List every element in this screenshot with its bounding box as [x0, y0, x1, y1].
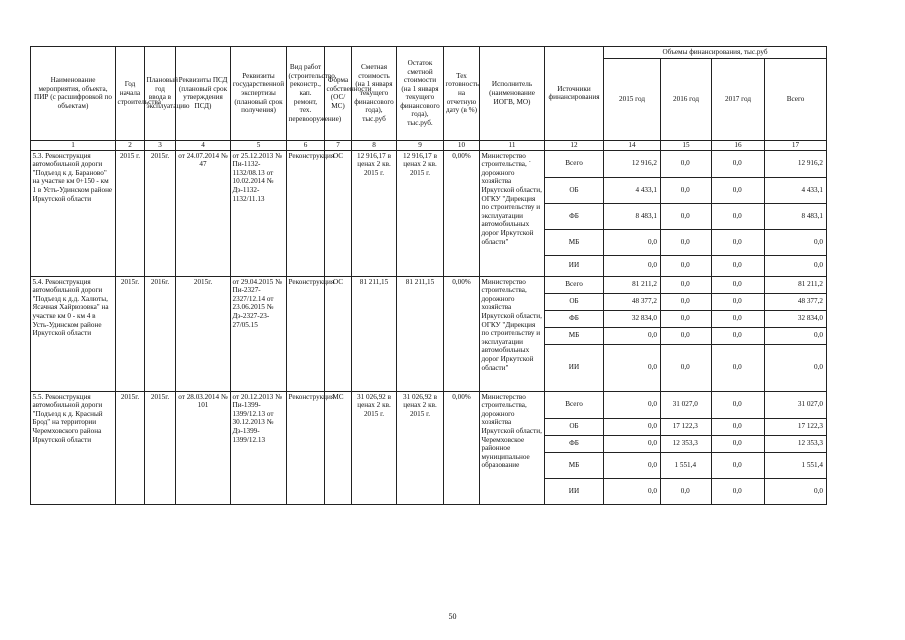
funding-value: 0,0: [712, 255, 765, 276]
psd-details: от 28.03.2014 № 101: [176, 391, 231, 504]
col-number: 7: [325, 140, 352, 150]
funding-value: 1 551,4: [765, 452, 827, 478]
funding-value: 0,0: [661, 478, 712, 504]
funding-value: 0,0: [661, 293, 712, 310]
commission-year: 2015г.: [145, 150, 176, 276]
technical-readiness: 0,00%: [444, 276, 480, 391]
header-2015: 2015 год: [604, 58, 661, 140]
funding-value: 81 211,2: [765, 276, 827, 293]
funding-value: 12 916,2: [604, 150, 661, 177]
funding-value: 0,0: [661, 150, 712, 177]
table-row: [31, 391, 827, 418]
funding-value: 32 834,0: [604, 310, 661, 327]
funding-value: 0,0: [712, 310, 765, 327]
funding-value: 0,0: [712, 435, 765, 452]
header-total: Всего: [765, 58, 827, 140]
funding-source: ФБ: [545, 435, 604, 452]
funding-value: 0,0: [604, 478, 661, 504]
cost-remainder: 81 211,15: [397, 276, 444, 391]
start-year: 2015г.: [116, 276, 145, 391]
funding-value: 0,0: [661, 310, 712, 327]
header-start-year: Год начала строительства: [116, 47, 145, 141]
col-number: 5: [231, 140, 287, 150]
funding-value: 17 122,3: [765, 418, 827, 435]
funding-value: 48 377,2: [604, 293, 661, 310]
table-header: [31, 47, 827, 151]
header-cost: Сметная стоимость (на 1 января текущего финансового года), тыс.руб: [352, 47, 397, 141]
funding-source: ОБ: [545, 293, 604, 310]
funding-value: 0,0: [661, 203, 712, 229]
funding-value: 8 483,1: [604, 203, 661, 229]
funding-value: 0,0: [712, 229, 765, 255]
psd-details: 2015г.: [176, 276, 231, 391]
funding-value: 4 433,1: [604, 177, 661, 203]
commission-year: 2016г.: [145, 276, 176, 391]
ownership-form: ОС: [325, 150, 352, 276]
header-psd: Реквизиты ПСД (плановый срок утверждения ПСД): [176, 47, 231, 141]
page-number: 50: [448, 612, 457, 621]
funding-value: 48 377,2: [765, 293, 827, 310]
header-expertise: Реквизиты государственной экспертизы (плановый срок получения): [231, 47, 287, 141]
header-work-type: Вид работ (строительство, реконстр., кап. ремонт, тех. перевооружение): [287, 47, 325, 141]
funding-value: 0,0: [712, 293, 765, 310]
funding-value: 31 027,0: [661, 391, 712, 418]
col-number: 9: [397, 140, 444, 150]
header-ownership: Форма собственности (ОС/МС): [325, 47, 352, 141]
col-number: 10: [444, 140, 480, 150]
funding-value: 0,0: [712, 344, 765, 391]
executor: Министерство строительства, дорожного хозяйства Иркутской области, ОГКУ "Дирекция по строительству и эксплуатации автомобильных дорог Иркутской области": [480, 276, 545, 391]
estimated-cost: 12 916,17 в ценах 2 кв. 2015 г.: [352, 150, 397, 276]
header-commission-year: Плановый год ввода в эксплуатацию: [145, 47, 176, 141]
start-year: 2015 г.: [116, 150, 145, 276]
header-2017: 2017 год: [712, 58, 765, 140]
header-remainder: Остаток сметной стоимости (на 1 января текущего финансового года), тыс.руб.: [397, 47, 444, 141]
ownership-form: МС: [325, 391, 352, 504]
funding-value: 4 433,1: [765, 177, 827, 203]
header-funding-group: Объемы финансирования, тыс.руб: [604, 47, 827, 59]
funding-value: 0,0: [712, 276, 765, 293]
technical-readiness: 0,00%: [444, 391, 480, 504]
funding-value: 0,0: [661, 177, 712, 203]
funding-value: 0,0: [712, 203, 765, 229]
funding-source: Всего: [545, 276, 604, 293]
funding-value: 1 551,4: [661, 452, 712, 478]
object-name: 5.3. Реконструкция автомобильной дороги "Подъезд к д. Бараново" на участке км 0+150 - км 1 в Усть-Удинском районе Иркутской области: [31, 150, 116, 276]
col-number: 12: [545, 140, 604, 150]
funding-value: 0,0: [712, 150, 765, 177]
funding-value: 0,0: [604, 229, 661, 255]
funding-source: ИИ: [545, 255, 604, 276]
funding-value: 0,0: [712, 418, 765, 435]
estimated-cost: 31 026,92 в ценах 2 кв. 2015 г.: [352, 391, 397, 504]
funding-value: 0,0: [604, 435, 661, 452]
table-row: [31, 150, 827, 177]
funding-value: 12 353,3: [765, 435, 827, 452]
cost-remainder: 12 916,17 в ценах 2 кв. 2015 г.: [397, 150, 444, 276]
header-executor: Исполнитель (наименование ИОГВ, МО): [480, 47, 545, 141]
funding-source: Всего: [545, 391, 604, 418]
funding-value: 0,0: [712, 177, 765, 203]
work-type: Реконструкция: [287, 150, 325, 276]
funding-value: 0,0: [765, 344, 827, 391]
funding-source: ОБ: [545, 177, 604, 203]
funding-value: 12 353,3: [661, 435, 712, 452]
funding-value: 0,0: [765, 255, 827, 276]
col-number: 14: [604, 140, 661, 150]
funding-source: МБ: [545, 327, 604, 344]
funding-value: 0,0: [661, 276, 712, 293]
funding-value: 0,0: [604, 418, 661, 435]
funding-value: 0,0: [604, 327, 661, 344]
funding-value: 0,0: [661, 327, 712, 344]
col-number: 17: [765, 140, 827, 150]
col-number: 3: [145, 140, 176, 150]
funding-value: 0,0: [604, 391, 661, 418]
funding-source: МБ: [545, 229, 604, 255]
funding-value: 0,0: [661, 344, 712, 391]
header-sources: Источники финансирования: [545, 47, 604, 141]
col-number: 16: [712, 140, 765, 150]
col-number: 6: [287, 140, 325, 150]
funding-value: 0,0: [712, 478, 765, 504]
object-name: 5.5. Реконструкция автомобильной дороги "Подъезд к д. Красный Брод" на территории Черемховского района Иркутской области: [31, 391, 116, 504]
funding-value: 0,0: [661, 255, 712, 276]
funding-source: Всего: [545, 150, 604, 177]
funding-source: ФБ: [545, 310, 604, 327]
object-name: 5.4. Реконструкция автомобильной дороги "Подъезд к д.д. Халюты, Ясачная Хайрюзовка" на участке км 0 - км 4 в Усть-Удинском районе Иркутской области: [31, 276, 116, 391]
funding-source: ФБ: [545, 203, 604, 229]
funding-value: 0,0: [765, 327, 827, 344]
executor: Министерство строительства, ` дорожного хозяйства Иркутской области, ОГКУ "Дирекция по строительству и эксплуатации автомобильных дорог Иркутской области": [480, 150, 545, 276]
work-type: Реконструкция: [287, 276, 325, 391]
ownership-form: ОС: [325, 276, 352, 391]
commission-year: 2015г.: [145, 391, 176, 504]
work-type: Реконструкция: [287, 391, 325, 504]
psd-details: от 24.07.2014 № 47: [176, 150, 231, 276]
funding-source: ИИ: [545, 478, 604, 504]
funding-source: ОБ: [545, 418, 604, 435]
funding-value: 0,0: [765, 229, 827, 255]
funding-value: 32 834,0: [765, 310, 827, 327]
expertise-details: от 29.04.2015 № Пи-2327-2327/12.14 от 23.06.2015 № Дэ-2327-23-27/05.15: [231, 276, 287, 391]
col-number: 2: [116, 140, 145, 150]
funding-value: 17 122,3: [661, 418, 712, 435]
funding-value: 0,0: [604, 344, 661, 391]
header-readiness: Тех готовность на отчетную дату (в %): [444, 47, 480, 141]
expertise-details: от 20.12.2013 № Пи-1399-1399/12.13 от 30.12.2013 № Дэ-1399-1399/12.13: [231, 391, 287, 504]
financing-table: [30, 46, 827, 505]
funding-value: 12 916,2: [765, 150, 827, 177]
col-number: 15: [661, 140, 712, 150]
col-number: 4: [176, 140, 231, 150]
column-numbers-row: [31, 140, 827, 150]
technical-readiness: 0,00%: [444, 150, 480, 276]
funding-source: МБ: [545, 452, 604, 478]
funding-value: 0,0: [712, 391, 765, 418]
funding-value: 0,0: [712, 452, 765, 478]
funding-value: 0,0: [604, 452, 661, 478]
funding-value: 81 211,2: [604, 276, 661, 293]
funding-value: 0,0: [765, 478, 827, 504]
funding-value: 31 027,0: [765, 391, 827, 418]
funding-value: 0,0: [661, 229, 712, 255]
col-number: 11: [480, 140, 545, 150]
funding-value: 0,0: [712, 327, 765, 344]
col-number: 1: [31, 140, 116, 150]
table-row: [31, 276, 827, 293]
estimated-cost: 81 211,15: [352, 276, 397, 391]
funding-source: ИИ: [545, 344, 604, 391]
funding-value: 8 483,1: [765, 203, 827, 229]
header-2016: 2016 год: [661, 58, 712, 140]
funding-value: 0,0: [604, 255, 661, 276]
header-name: Наименование мероприятия, объекта, ПИР (с расшифровкой по объектам): [31, 47, 116, 141]
cost-remainder: 31 026,92 в ценах 2 кв. 2015 г.: [397, 391, 444, 504]
expertise-details: от 25.12.2013 № Пи-1132-1132/08.13 от 10.02.2014 № Дэ-1132-1132/11.13: [231, 150, 287, 276]
table-body: [31, 150, 827, 504]
start-year: 2015г.: [116, 391, 145, 504]
executor: Министерство строительства, дорожного хозяйства Иркутской области, Черемховское районное муниципальное образование: [480, 391, 545, 504]
col-number: 8: [352, 140, 397, 150]
